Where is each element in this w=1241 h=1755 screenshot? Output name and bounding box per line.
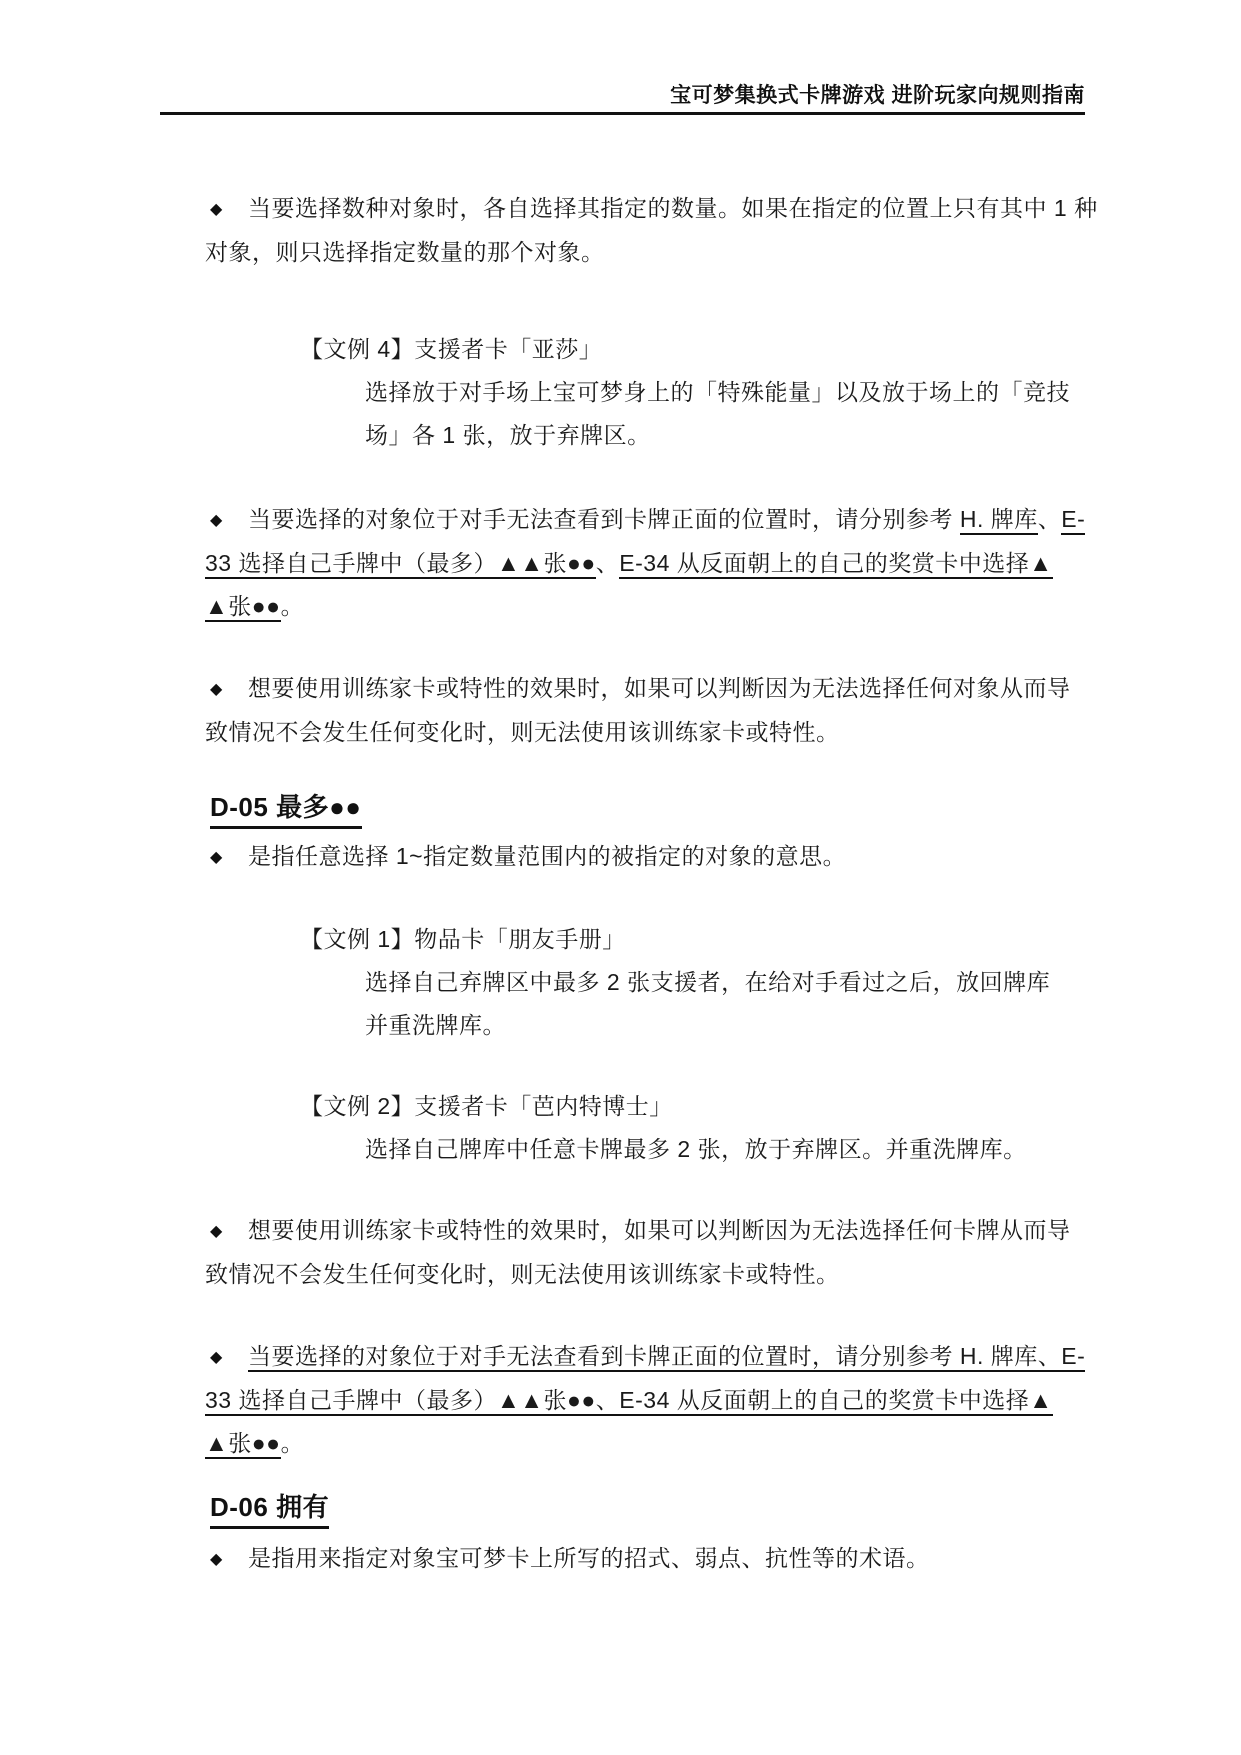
- header-title: 宝可梦集换式卡牌游戏 进阶玩家向规则指南: [670, 84, 1085, 107]
- reference-e33-end: 33 选择自己手牌中（最多）▲▲张●●: [205, 550, 596, 579]
- example-block-4: [205, 328, 1121, 457]
- text-run: 当要选择数种对象时，各自选择其指定的数量。如果在指定的位置上只有其中 1 种: [248, 195, 1098, 221]
- example-card-name: 物品卡「朋友手册」: [414, 926, 626, 952]
- reference-e34-start: E-34 从反面朝上的自己的奖赏卡中选择▲: [619, 550, 1052, 579]
- section-heading-text: D-06 拥有: [210, 1491, 329, 1529]
- reference-line: ▲张●●: [205, 1430, 281, 1459]
- text-run: 是指用来指定对象宝可梦卡上所写的招式、弱点、抗性等的术语。: [248, 1545, 930, 1571]
- section-heading-text: D-05 最多●●: [210, 791, 362, 829]
- text-line: 致情况不会发生任何变化时，则无法使用该训练家卡或特性。: [205, 719, 840, 745]
- text-run: 当要选择的对象位于对手无法查看到卡牌正面的位置时，请分别参考: [248, 506, 960, 532]
- text-run: 是指任意选择 1~指定数量范围内的被指定的对象的意思。: [248, 843, 847, 869]
- bullet-paragraph-possess-definition: [205, 1537, 1121, 1581]
- text-line: [210, 187, 1121, 231]
- bullet-paragraph-up-to-definition: [205, 835, 1121, 879]
- diamond-bullet-icon: ◆: [210, 1349, 223, 1366]
- text-run: 。: [280, 1430, 305, 1456]
- text-line: [205, 585, 1121, 628]
- diamond-bullet-icon: ◆: [210, 849, 223, 866]
- example-label-line: [300, 918, 1121, 961]
- example-text-line: 选择放于对手场上宝可梦身上的「特殊能量」以及放于场上的「竞技: [365, 379, 1070, 405]
- example-text-line: 选择自己弃牌区中最多 2 张支援者，在给对手看过之后，放回牌库: [365, 969, 1051, 995]
- text-line: [210, 835, 1121, 879]
- example-label-line: [300, 1085, 1121, 1128]
- header-rule: [160, 112, 1085, 115]
- reference-e33-start: E-: [1061, 506, 1085, 535]
- example-text-line: 场」各 1 张，放于弃牌区。: [365, 422, 651, 448]
- text-line: [205, 1379, 1121, 1422]
- text-line: [210, 498, 1121, 542]
- example-text-line: 并重洗牌库。: [365, 1012, 506, 1038]
- diamond-bullet-icon: ◆: [210, 512, 223, 529]
- reference-h-deck: H. 牌库: [960, 506, 1038, 535]
- text-line: [210, 1537, 1121, 1581]
- bullet-paragraph-hidden-cards-reference-2: [205, 1335, 1121, 1465]
- section-heading-d05: [210, 791, 1121, 829]
- example-block-2: [205, 1085, 1121, 1171]
- reference-line: 当要选择的对象位于对手无法查看到卡牌正面的位置时，请分别参考 H. 牌库、E-: [248, 1343, 1085, 1372]
- reference-e34-end: ▲张●●: [205, 593, 281, 622]
- diamond-bullet-icon: ◆: [210, 1551, 223, 1568]
- bullet-paragraph-trainer-no-target-card: [205, 1209, 1121, 1296]
- text-run: 。: [280, 593, 305, 619]
- text-line: [210, 1335, 1121, 1379]
- example-label: 【文例 1】: [300, 926, 415, 952]
- example-card-name: 支援者卡「芭内特博士」: [414, 1093, 673, 1119]
- example-block-1: [205, 918, 1121, 1047]
- text-run: 想要使用训练家卡或特性的效果时，如果可以判断因为无法选择任何对象从而导: [248, 675, 1071, 701]
- reference-line: 33 选择自己手牌中（最多）▲▲张●●、E-34 从反面朝上的自己的奖赏卡中选择▲: [205, 1387, 1053, 1416]
- text-line: [205, 542, 1121, 585]
- page-header: [0, 0, 1241, 115]
- text-line: 致情况不会发生任何变化时，则无法使用该训练家卡或特性。: [205, 1261, 840, 1287]
- text-line: [210, 667, 1121, 711]
- text-run: 、: [595, 550, 620, 576]
- text-line: 对象，则只选择指定数量的那个对象。: [205, 239, 605, 265]
- text-line: [205, 1422, 1121, 1465]
- example-text-line: 选择自己牌库中任意卡牌最多 2 张，放于弃牌区。并重洗牌库。: [365, 1136, 1027, 1162]
- example-label: 【文例 2】: [300, 1093, 415, 1119]
- diamond-bullet-icon: ◆: [210, 681, 223, 698]
- diamond-bullet-icon: ◆: [210, 201, 223, 218]
- text-run: 、: [1037, 506, 1062, 532]
- bullet-paragraph-choose-several-kinds: [205, 187, 1121, 274]
- section-heading-d06: [210, 1491, 1121, 1529]
- example-card-name: 支援者卡「亚莎」: [414, 336, 603, 362]
- text-line: [210, 1209, 1121, 1253]
- bullet-paragraph-trainer-no-target-object: [205, 667, 1121, 754]
- text-run: 想要使用训练家卡或特性的效果时，如果可以判断因为无法选择任何卡牌从而导: [248, 1217, 1071, 1243]
- example-label-line: [300, 328, 1121, 371]
- example-label: 【文例 4】: [300, 336, 415, 362]
- bullet-paragraph-hidden-cards-reference: [205, 498, 1121, 628]
- diamond-bullet-icon: ◆: [210, 1223, 223, 1240]
- document-content: [0, 187, 1241, 1581]
